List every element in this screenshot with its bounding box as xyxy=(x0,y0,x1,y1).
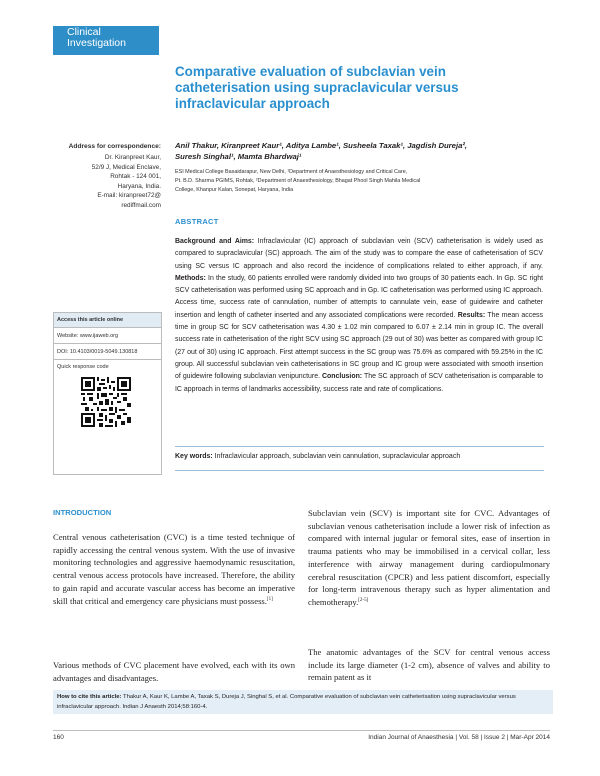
affiliation-line-3: College, Khanpur Kalan, Sonepat, Haryana, India xyxy=(175,187,294,193)
intro-paragraph-1 xyxy=(53,531,295,607)
intro-paragraph-4: The anatomic advantages of the SCV for central venous access include its large diameter (1-2 cm), absence of valves and ability to remain patent as it xyxy=(308,647,550,683)
footer-divider xyxy=(53,730,550,731)
keywords-text: Infraclavicular approach, subclavian vein cannulation, supraclavicular approach xyxy=(212,453,461,460)
access-title: Access this article online xyxy=(54,313,161,327)
authors-line-1: Anil Thakur, Kiranpreet Kaur¹, Aditya Lambe¹, Susheela Taxak¹, Jagdish Dureja², xyxy=(175,141,468,150)
abstract-results-text: The mean access time in group SC for SCV catheterisation was 4.30 ± 1.02 min compared to 6.07 ± 2.14 min in group IC. The overall success rate in catheterisation of the right SCV using SC approach (29 out of 30) was better as compared with group IC (27 out of 30) using IC approach. First attempt success in the SC group was 75.6% as compared with 59.25% in the IC group. All successful subclavian vein catheterisations in SC group and IC group were associated with smooth insertion of guidewire following subclavian venipuncture. xyxy=(175,311,543,381)
access-online-box xyxy=(53,312,162,475)
citation-label: How to cite this article: xyxy=(57,694,122,700)
access-doi-link[interactable]: DOI: 10.4103/0019-5049.130818 xyxy=(54,343,161,359)
abstract-heading: ABSTRACT xyxy=(175,217,219,226)
correspondence-heading: Address for correspondence: xyxy=(68,143,161,150)
badge-line-1: Clinical xyxy=(67,26,101,38)
correspondence-email[interactable]: E-mail: kiranpreet72@ xyxy=(97,192,161,200)
abstract-methods-label: Methods: xyxy=(175,274,206,282)
citation-text: Thakur A, Kaur K, Lambe A, Taxak S, Dureja J, Singhal S, et al. Comparative evaluation of subclavian vein catheterisation using supraclavicular versus infraclavicular approach. Indian J Anaesth 2014;58:160-4. xyxy=(57,694,516,710)
access-qr-label: Quick response code xyxy=(54,359,161,373)
reference-link[interactable]: [1] xyxy=(266,596,273,602)
article-title: Comparative evaluation of subclavian vein catheterisation using supraclavicular versus infraclavicular approach xyxy=(175,64,459,111)
page-number: 160 xyxy=(53,734,64,741)
article-type-badge xyxy=(53,26,159,55)
qr-code-icon[interactable] xyxy=(81,377,131,427)
correspondence-line: 52/9 J, Medical Enclave, xyxy=(91,163,161,171)
affiliation-line-2: Pt. B.D. Sharma PGIMS, Rohtak, ²Department of Anaesthesiology, Bhagat Phool Singh Mahila Medical xyxy=(175,178,421,184)
keywords-bottom-divider xyxy=(175,470,544,471)
correspondence-line: Haryana, India. xyxy=(117,182,161,190)
citation-box xyxy=(53,690,553,714)
intro-paragraph-3 xyxy=(308,507,550,609)
intro-paragraph-2: Various methods of CVC placement have evolved, each with its own advantages and disadvantages. xyxy=(53,660,295,683)
keywords-label: Key words: xyxy=(175,453,213,460)
journal-info: Indian Journal of Anaesthesia | Vol. 58 | Issue 2 | Mar-Apr 2014 xyxy=(368,734,550,741)
abstract-results-label: Results: xyxy=(455,311,486,319)
affiliation-line-1: ESI Medical College Basaidarapur, New Delhi, ¹Department of Anaesthesiology and Critical Care, xyxy=(175,169,408,175)
author-list xyxy=(175,140,535,162)
keywords-top-divider xyxy=(175,446,544,447)
intro-paragraph-3-text: Subclavian vein (SCV) is important site for CVC. Advantages of subclavian venous catheterisation include a lower risk of infection as compared with internal jugular or femoral sites, ease of insertion in trauma patients who may be immobilised in a cervical collar, less interference with airway management during cardiopulmonary cerebral resuscitation (CPCR) and less patient discomfort, especially for long-term intravenous therapy such as hyper alimentation and chemotherapy. xyxy=(308,508,550,607)
intro-paragraph-1-text: Central venous catheterisation (CVC) is a time tested technique of rapidly accessing the central venous system. With the use of invasive monitoring technologies and aggressive haemodynamic resuscitation, central venous access protocols have increased. Therefore, the ability to gain rapid and accurate vascular access has become an imperative skill that critical and emergency care physicians must possess. xyxy=(53,532,295,606)
badge-line-2: Investigation xyxy=(67,37,126,49)
reference-link[interactable]: [2-5] xyxy=(358,598,369,604)
introduction-heading: INTRODUCTION xyxy=(53,508,112,517)
correspondence-email-cont[interactable]: rediffmail.com xyxy=(121,201,161,209)
keywords xyxy=(175,453,545,460)
correspondence-line: Rohtak - 124 001, xyxy=(110,173,161,181)
access-website-link[interactable]: Website: www.ijaweb.org xyxy=(54,327,161,343)
affiliations xyxy=(175,168,535,195)
abstract-conclusion-label: Conclusion: xyxy=(320,373,363,381)
abstract-background-label: Background and Aims: xyxy=(175,238,255,245)
abstract-body xyxy=(175,236,543,396)
correspondence-line: Dr. Kiranpreet Kaur, xyxy=(104,154,161,161)
abstract-conclusion-text: The SC approach of SCV catheterisation is comparable to IC approach in terms of landmarks accessibility, success rate and rate of complications. xyxy=(175,373,543,393)
authors-line-2: Suresh Singhal¹, Mamta Bhardwaj¹ xyxy=(175,152,302,161)
abstract-background-text: Infraclavicular (IC) approach of subclavian vein (SCV) catheterisation is widely used as compared to supraclavicular (SC) approach. The aim of the study was to compare the ease of catheterisation of SCV using SC versus IC approach and also record the incidence of complications related to either approach, if any. xyxy=(175,238,543,270)
abstract-methods-text: In the study, 60 patients enrolled were randomly divided into two groups of 30 patients each. In Gp. SC right SCV catheterisation was performed using SC approach and in Gp. IC catheterisation was performed using IC approach. Access time, success rate of cannulation, number of attempts to cannulate vein, ease of guidewire and catheter insertion and length of catheter inserted and any associated complications were recorded. xyxy=(175,274,543,319)
correspondence-address xyxy=(28,153,161,211)
